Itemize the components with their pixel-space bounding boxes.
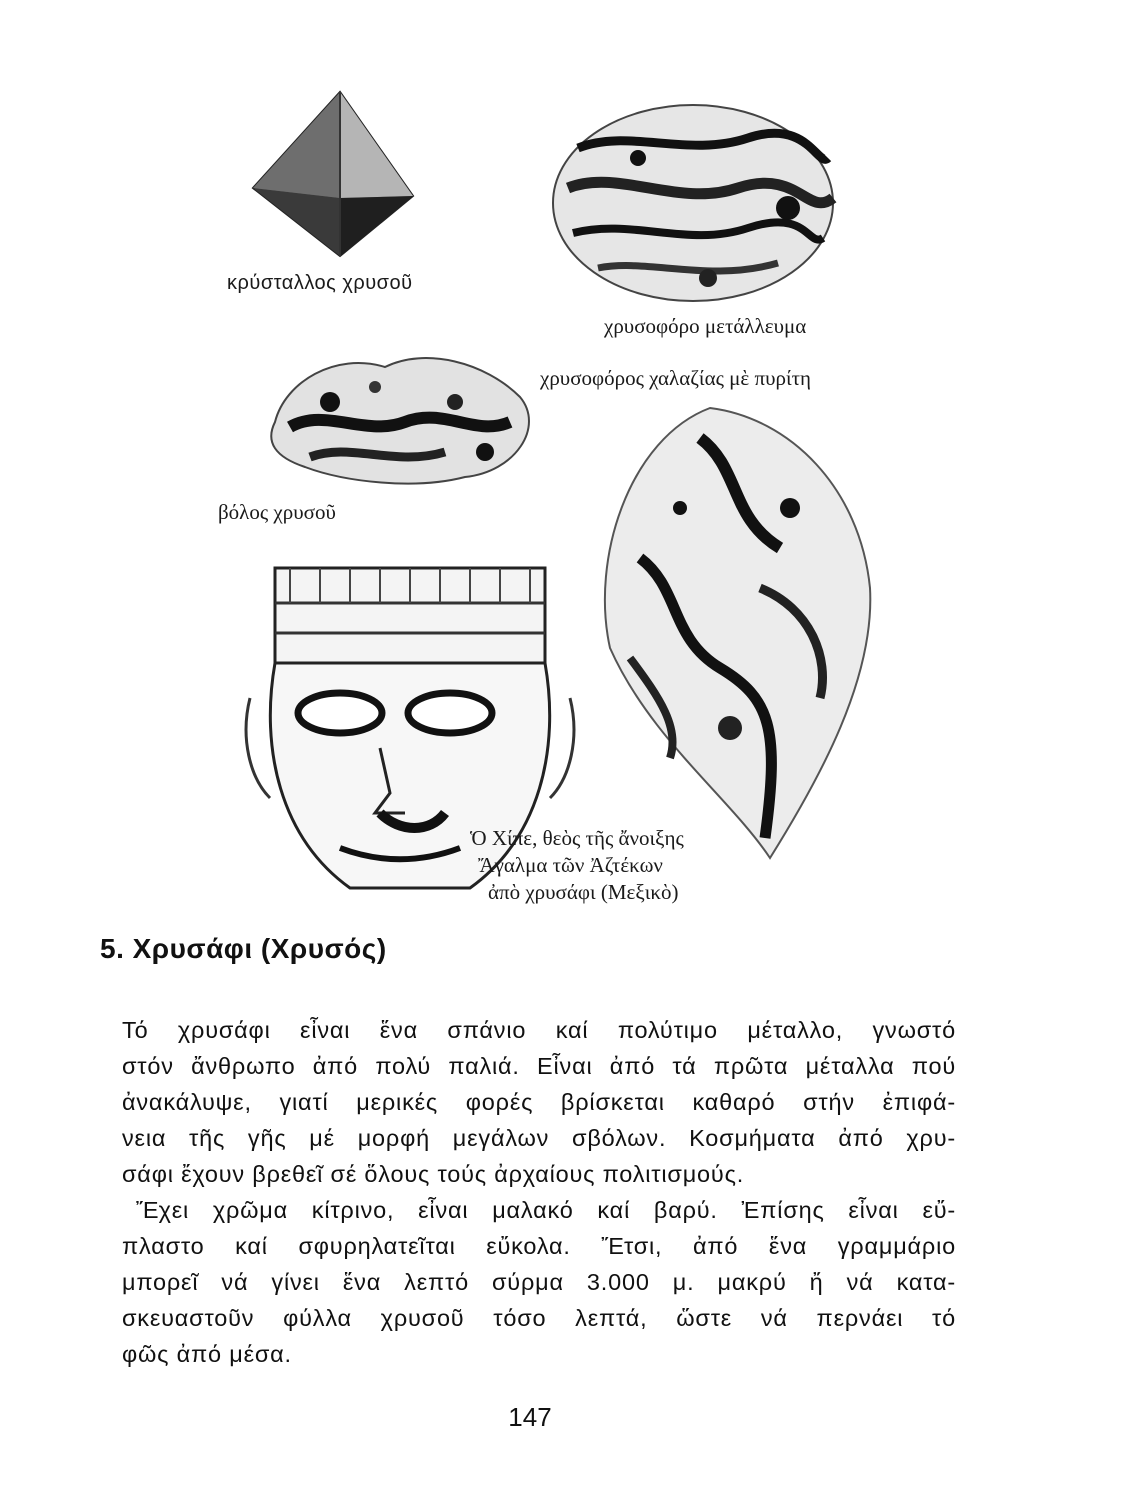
- text-line: πλαστο καί σφυρηλατεῖται εὔκολα. Ἔτσι, ἀπό ἕνα γραμμάριο: [122, 1233, 956, 1259]
- text-line: Ἔχει χρῶμα κίτρινο, εἶναι μαλακό καί βαρύ. Ἐπίσης εἶναι εὔ-: [136, 1197, 956, 1223]
- text-line: φῶς ἀπό μέσα.: [122, 1341, 292, 1367]
- nugget-caption: βόλος χρυσοῦ: [218, 500, 336, 524]
- quartz-caption: χρυσοφόρος χαλαζίας μὲ πυρίτη: [540, 366, 812, 390]
- statue-caption-line2: Ἄγαλμα τῶν Ἀζτέκων: [478, 853, 663, 877]
- gold-nugget-image: [255, 342, 545, 492]
- section-heading: 5. Χρυσάφι (Χρυσός): [100, 933, 387, 964]
- text-line: ἀνακάλυψε, γιατί μερικές φορές βρίσκεται καθαρό στήν ἐπιφά-: [122, 1089, 956, 1115]
- text-line: σκευαστοῦν φύλλα χρυσοῦ τόσο λεπτά, ὥστε νά περνάει τό: [122, 1305, 956, 1331]
- gold-quartz-image: [590, 398, 880, 868]
- section-body: [122, 1012, 956, 1372]
- paragraph-2: [122, 1192, 956, 1372]
- crystal-caption: κρύσταλλος χρυσοῦ: [227, 272, 413, 294]
- text-line: Τό χρυσάφι εἶναι ἕνα σπάνιο καί πολύτιμο μέταλλο, γνωστό: [122, 1017, 956, 1043]
- text-line: στόν ἄνθρωπο ἀπό πολύ παλιά. Εἶναι ἀπό τά πρῶτα μέταλλα πού: [122, 1053, 956, 1079]
- statue-caption-line3: ἀπὸ χρυσάφι (Μεξικὸ): [488, 880, 679, 904]
- paragraph-1: [122, 1012, 956, 1192]
- text-line: σάφι ἔχουν βρεθεῖ σέ ὅλους τούς ἀρχαίους πολιτισμούς.: [122, 1161, 745, 1187]
- text-line: μπορεῖ νά γίνει ἕνα λεπτό σύρμα 3.000 μ. μακρύ ἤ νά κατα-: [122, 1269, 956, 1295]
- gold-ore-image: [548, 98, 838, 308]
- text-line: νεια τῆς γῆς μέ μορφή μεγάλων σβόλων. Κοσμήματα ἀπό χρυ-: [122, 1125, 956, 1151]
- gold-crystal-image: [245, 88, 420, 288]
- statue-caption-line1: Ὁ Χίπε, θεὸς τῆς ἄνοιξης: [470, 826, 684, 850]
- page-number: 147: [508, 1402, 552, 1432]
- ore-caption: χρυσοφόρο μετάλλευμα: [604, 314, 807, 338]
